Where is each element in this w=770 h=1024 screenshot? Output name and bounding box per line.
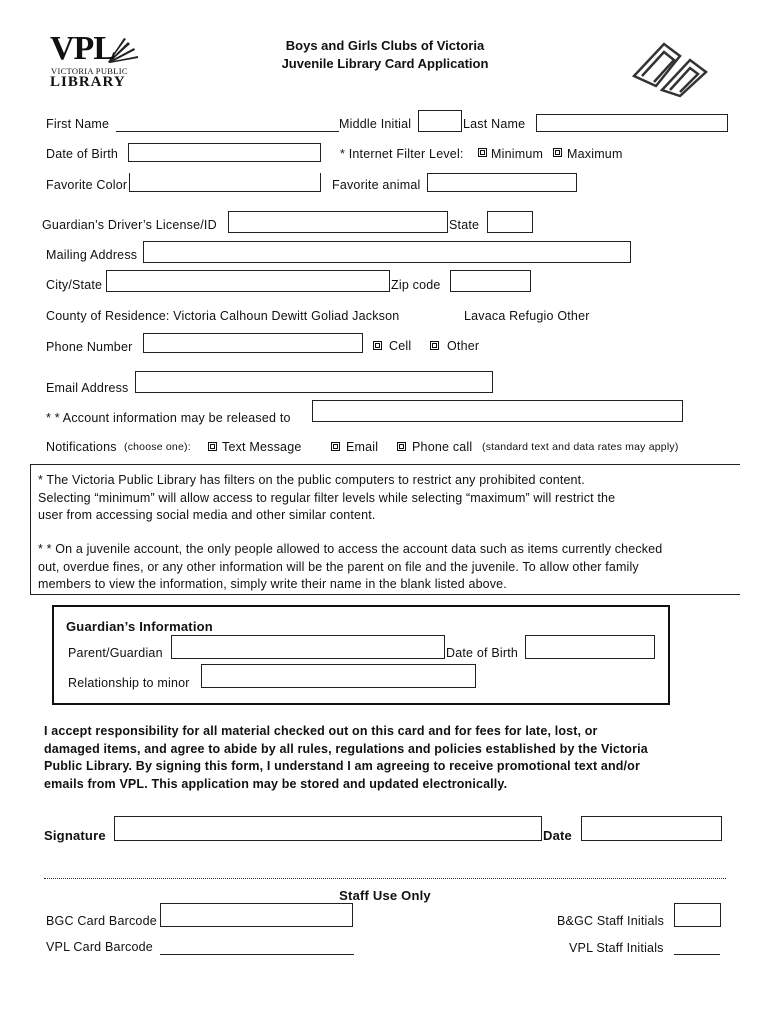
dob-input[interactable]: [128, 143, 321, 162]
agreement-line1: I accept responsibility for all material checked out on this card and for fees for late, lost, or: [44, 724, 598, 738]
notify-email-label: Email: [346, 440, 379, 454]
filter-minimum-label: Minimum: [491, 147, 544, 161]
header-line1: Boys and Girls Clubs of Victoria: [285, 38, 485, 53]
rates-note: (standard text and data rates may apply): [482, 441, 679, 453]
staff-use-title: Staff Use Only: [339, 888, 431, 903]
zip-code-input[interactable]: [450, 270, 531, 292]
page-title: Juvenile Library Card Application: [281, 56, 489, 71]
notify-email-checkbox[interactable]: [331, 442, 340, 451]
state-input[interactable]: [487, 211, 533, 233]
agreement-line2: damaged items, and agree to abide by all rules, regulations and policies established by the Victoria: [44, 741, 648, 756]
filter-note-line3: user from accessing social media and other similar content.: [38, 508, 376, 522]
city-state-input[interactable]: [106, 270, 390, 292]
first-name-input[interactable]: [116, 114, 339, 132]
vpl-barcode-label: VPL Card Barcode: [46, 940, 153, 954]
account-note-line2: out, overdue fines, or any other information will be the parent on file and the juvenile. To allow other family: [38, 559, 639, 574]
filter-level-label: * Internet Filter Level:: [340, 147, 464, 161]
vpl-barcode-input[interactable]: [160, 954, 354, 955]
guardian-dob-label: Date of Birth: [446, 646, 519, 660]
relationship-label: Relationship to minor: [68, 676, 190, 690]
vpl-initials-input[interactable]: [674, 954, 720, 955]
favorite-color-label: Favorite Color: [46, 178, 128, 192]
account-note-line3: members to view the information, simply write their name in the blank listed above.: [38, 577, 507, 591]
logo-vpl-text: VPL: [50, 30, 115, 67]
notify-text-checkbox[interactable]: [208, 442, 217, 451]
date-input[interactable]: [581, 816, 722, 841]
vpl-initials-label: VPL Staff Initials: [569, 941, 664, 955]
account-release-label: * * Account information may be released to: [46, 411, 291, 425]
notify-phone-checkbox[interactable]: [397, 442, 406, 451]
favorite-animal-input[interactable]: [427, 173, 577, 192]
bgc-barcode-input[interactable]: [160, 903, 353, 927]
favorite-color-input[interactable]: [129, 173, 321, 192]
phone-number-label: Phone Number: [46, 340, 133, 354]
relationship-input[interactable]: [201, 664, 476, 688]
guardian-license-label: Guardian’s Driver’s License/ID: [42, 218, 217, 232]
signature-input[interactable]: [114, 816, 542, 841]
account-note-line1: * * On a juvenile account, the only people allowed to access the account data such as items currently checked: [38, 542, 663, 556]
logo-subtitle: VICTORIA PUBLIC: [51, 66, 128, 76]
choose-one-note: (choose one):: [124, 441, 191, 453]
date-label: Date: [543, 828, 572, 843]
filter-note: [38, 472, 615, 525]
email-address-label: Email Address: [46, 381, 129, 395]
parent-guardian-label: Parent/Guardian: [68, 646, 163, 660]
email-address-input[interactable]: [135, 371, 493, 393]
agreement-line4: emails from VPL. This application may be stored and updated electronically.: [44, 776, 508, 791]
dob-label: Date of Birth: [46, 147, 119, 161]
filter-note-line1: * The Victoria Public Library has filters on the public computers to restrict any prohibited content.: [38, 473, 585, 487]
guardian-license-input[interactable]: [228, 211, 448, 233]
phone-other-label: Other: [447, 339, 480, 353]
middle-initial-input[interactable]: [418, 110, 462, 132]
agreement-text: [44, 723, 648, 793]
notes-left-border: [30, 464, 31, 594]
middle-initial-label: Middle Initial: [339, 117, 412, 131]
guardian-dob-input[interactable]: [525, 635, 655, 659]
notifications-label: Notifications: [46, 440, 117, 454]
county-options-more: Lavaca Refugio Other: [464, 309, 590, 323]
last-name-label: Last Name: [463, 117, 526, 131]
agreement-line3: Public Library. By signing this form, I understand I am agreeing to receive promotional text and/or: [44, 759, 640, 773]
filter-maximum-checkbox[interactable]: [553, 148, 562, 157]
last-name-input[interactable]: [536, 114, 728, 132]
bgc-initials-label: B&GC Staff Initials: [557, 914, 665, 928]
bgc-initials-input[interactable]: [674, 903, 721, 927]
county-options: County of Residence: Victoria Calhoun Dewitt Goliad Jackson: [46, 309, 400, 323]
account-note: [38, 541, 662, 594]
guardian-title: Guardian’s Information: [66, 619, 213, 634]
account-release-input[interactable]: [312, 400, 683, 422]
bgc-barcode-label: BGC Card Barcode: [46, 914, 157, 928]
staff-dotted-divider: [44, 878, 726, 879]
mailing-address-input[interactable]: [143, 241, 631, 263]
zip-code-label: Zip code: [391, 278, 441, 292]
notes-divider: [30, 464, 740, 465]
mailing-address-label: Mailing Address: [46, 248, 138, 262]
parent-guardian-input[interactable]: [171, 635, 445, 659]
phone-cell-checkbox[interactable]: [373, 341, 382, 350]
filter-note-line2: Selecting “minimum” will allow access to regular filter levels while selecting “maximum” will restrict the: [38, 490, 616, 505]
notes-bottom-border: [30, 594, 740, 595]
phone-other-checkbox[interactable]: [430, 341, 439, 350]
notify-phone-label: Phone call: [412, 440, 473, 454]
phone-cell-label: Cell: [389, 339, 412, 353]
signature-label: Signature: [44, 828, 106, 843]
first-name-label: First Name: [46, 117, 110, 131]
favorite-animal-label: Favorite animal: [332, 178, 421, 192]
logo-library: LIBRARY: [50, 74, 126, 90]
filter-maximum-label: Maximum: [567, 147, 623, 161]
filter-minimum-checkbox[interactable]: [478, 148, 487, 157]
bgc-logo-icon: [626, 36, 714, 98]
phone-number-input[interactable]: [143, 333, 363, 353]
notify-text-label: Text Message: [222, 440, 302, 454]
state-label: State: [449, 218, 480, 232]
city-state-label: City/State: [46, 278, 103, 292]
